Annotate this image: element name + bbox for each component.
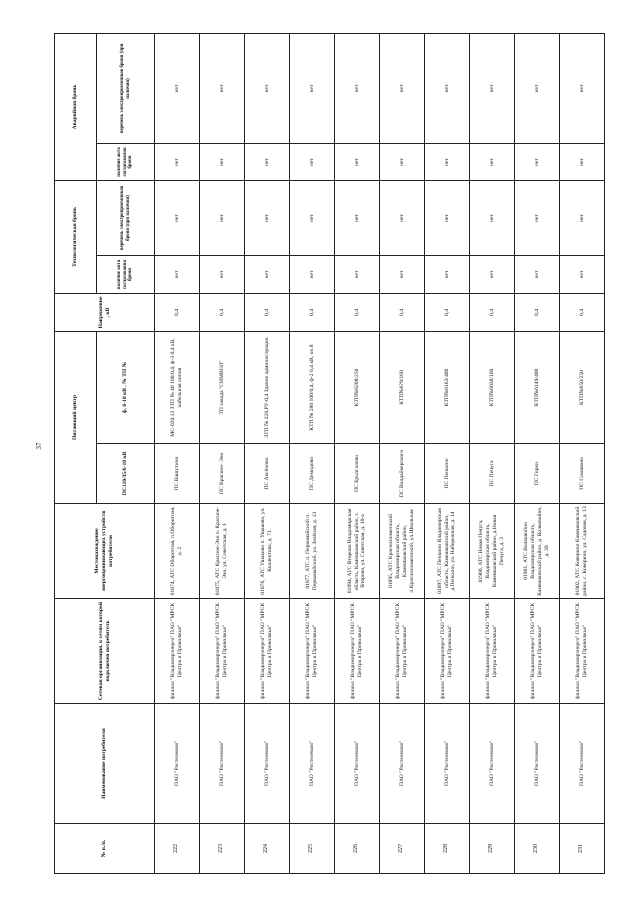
emerg-receivers-cell: нет [290, 33, 335, 143]
tech-receivers-cell: нет [515, 180, 560, 255]
table-row [470, 33, 515, 873]
tech-act-cell: нет [470, 255, 515, 293]
tech-act-cell: нет [155, 255, 200, 293]
emerg-receivers-cell: нет [560, 33, 605, 143]
location-cell: 01901, АТС Волковойно Владимирская область, Камешковский район, д. Волковойно, д. 39 [515, 504, 560, 599]
location-cell: 01902, АТС Коверино Камешковский район, с. Коверино, ул. Садовая, д. 13 [560, 504, 605, 599]
consumer-name-cell: ПАО "Ростелеком" [380, 704, 425, 824]
emerg-receivers-cell: нет [245, 33, 290, 143]
emerg-receivers-cell: нет [515, 33, 560, 143]
network-org-cell: филиал "Владимирэнерго" ПАО "МРСК Центра и Приволжья" [335, 599, 380, 704]
emerg-act-cell: нет [380, 143, 425, 180]
tech-receivers-cell: нет [290, 180, 335, 255]
table-row [380, 33, 425, 873]
emerg-act-cell: нет [470, 143, 515, 180]
table-row [200, 33, 245, 873]
tech-receivers-cell: нет [425, 180, 470, 255]
substation-cell: ПС Симаково [560, 444, 605, 504]
feeder-cell: КТП№6149/400 [515, 331, 560, 443]
emerg-act-cell: нет [290, 143, 335, 180]
header-network-org: Сетевая организация, к сетям которой подключен потребитель [55, 599, 155, 704]
feeder-cell: КТП№6208/250 [335, 331, 380, 443]
emerg-act-cell: нет [515, 143, 560, 180]
network-org-cell: филиал "Владимирэнерго" ПАО "МРСК Центра и Приволжья" [290, 599, 335, 704]
header-emerg-availability: наличие акта согласования брони [97, 143, 155, 180]
voltage-cell: 0,4 [380, 293, 425, 331]
row-number-cell: 226 [335, 824, 380, 874]
header-tech-reserve: Технологическая бронь [55, 180, 97, 293]
header-voltage: Напряжение, кВ [55, 293, 155, 331]
network-org-cell: филиал "Владимирэнерго" ПАО "МРСК Центра и Приволжья" [245, 599, 290, 704]
header-tech-availability: наличие акта согласования брони [97, 255, 155, 293]
tech-receivers-cell: нет [335, 180, 380, 255]
header-tech-receivers: перечень электроприемников брони (при наличии) [97, 180, 155, 255]
consumer-name-cell: ПАО "Ростелеком" [470, 704, 515, 824]
header-num: № п./п. [55, 824, 155, 874]
emerg-act-cell: нет [425, 143, 470, 180]
table-row [425, 33, 470, 873]
row-number-cell: 229 [470, 824, 515, 874]
tech-act-cell: нет [335, 255, 380, 293]
location-cell: 01897, АТС Пенкино Владимирская область, Камешковский район, д.Пенкино, ул. Набережная, д. 14 [425, 504, 470, 599]
feeder-cell: КТП№650/250 [560, 331, 605, 443]
consumer-name-cell: ПАО "Ростелеком" [245, 704, 290, 824]
tech-receivers-cell: нет [470, 180, 515, 255]
feeder-cell: КТП№6163/400 [425, 331, 470, 443]
voltage-cell: 0,4 [290, 293, 335, 331]
substation-cell: ПС Красное- Эхо [200, 444, 245, 504]
header-row-1 [55, 33, 97, 873]
header-consumer-name: Наименование потребителя [55, 704, 155, 824]
consumer-name-cell: ПАО "Ростелеком" [515, 704, 560, 824]
consumer-name-cell: ПАО "Ростелеком" [335, 704, 380, 824]
tech-act-cell: нет [515, 255, 560, 293]
table-body [155, 33, 605, 873]
table-row [155, 33, 200, 873]
feeder-cell: КТП № 280 100/0,4, ф-2 0,4 кВ, оп.8 [290, 331, 335, 443]
substation-cell: ПС Вашутино [155, 444, 200, 504]
consumer-name-cell: ПАО "Ростелеком" [425, 704, 470, 824]
tech-receivers-cell: нет [380, 180, 425, 255]
row-number-cell: 227 [380, 824, 425, 874]
tech-act-cell: нет [425, 255, 470, 293]
location-cell: 01874, АТС Оборотная, п.Оборотная, д. 2 [155, 504, 200, 599]
row-number-cell: 231 [560, 824, 605, 874]
emerg-act-cell: нет [200, 143, 245, 180]
substation-cell: ПС Брызгалово [335, 444, 380, 504]
page-number: 37 [35, 442, 43, 450]
row-number-cell: 224 [245, 824, 290, 874]
tech-act-cell: нет [200, 255, 245, 293]
table-row [335, 33, 380, 873]
header-feeder: ф. 6-10 кВ , № ТП № [97, 331, 155, 443]
feeder-cell: МС-020.13 ЗТП № 40 100/0,4, ф-3 0,4 кВ, кабельная линия [155, 331, 200, 443]
location-cell: 01895, АТС Краснознаменский Владимирская область, Камешковский район, п.Краснознаменский, ул.Школьная [380, 504, 425, 599]
row-number-cell: 230 [515, 824, 560, 874]
emerg-receivers-cell: нет [425, 33, 470, 143]
consumer-name-cell: ПАО "Ростелеком" [290, 704, 335, 824]
header-emerg-receivers: перечень электроприемников брони (при наличии) [97, 33, 155, 143]
emerg-receivers-cell: нет [335, 33, 380, 143]
emerg-receivers-cell: нет [155, 33, 200, 143]
emerg-receivers-cell: нет [380, 33, 425, 143]
voltage-cell: 0,4 [425, 293, 470, 331]
voltage-cell: 0,4 [515, 293, 560, 331]
row-number-cell: 228 [425, 824, 470, 874]
voltage-cell: 0,4 [470, 293, 515, 331]
network-org-cell: филиал "Владимирэнерго" ПАО "МРСК Центра и Приволжья" [470, 599, 515, 704]
feeder-cell: ТП завода "СИМВОЛ" [200, 331, 245, 443]
voltage-cell: 0,4 [245, 293, 290, 331]
location-cell: 01875, АТС Красное-Эхо п. Красное-Эхо, ул. Советская, д. 1 [200, 504, 245, 599]
network-org-cell: филиал "Владимирэнерго" ПАО "МРСК Центра и Приволжья" [200, 599, 245, 704]
tech-receivers-cell: нет [245, 180, 290, 255]
table-row [290, 33, 335, 873]
row-number-cell: 223 [200, 824, 245, 874]
consumer-name-cell: ПАО "Ростелеком" [560, 704, 605, 824]
header-supply-center: Питающий центр [55, 331, 97, 503]
substation-cell: ПС Пенкино [425, 444, 470, 504]
substation-cell: ПС Демидово [290, 444, 335, 504]
tech-receivers-cell: нет [200, 180, 245, 255]
row-number-cell: 222 [155, 824, 200, 874]
network-org-cell: филиал "Владимирэнерго" ПАО "МРСК Центра и Приволжья" [515, 599, 560, 704]
header-emergency-reserve: Аварийная бронь [55, 33, 97, 180]
emerg-receivers-cell: нет [200, 33, 245, 143]
emerg-receivers-cell: нет [470, 33, 515, 143]
consumer-name-cell: ПАО "Ростелеком" [155, 704, 200, 824]
table-row [560, 33, 605, 873]
location-cell: 01894, АТС Второво Владимирская область, Камешковский район, с. Второво, ул. Советская, д. 10-а [335, 504, 380, 599]
feeder-cell: ЗТП № 220,РУ-0,4 Здание администрации [245, 331, 290, 443]
reserve-table-sheet [54, 34, 604, 874]
substation-cell: ПС Печуга [470, 444, 515, 504]
voltage-cell: 0,4 [155, 293, 200, 331]
tech-act-cell: нет [245, 255, 290, 293]
emerg-act-cell: нет [155, 143, 200, 180]
substation-cell: ПС Горки [515, 444, 560, 504]
tech-receivers-cell: нет [560, 180, 605, 255]
reserve-table [54, 33, 605, 874]
network-org-cell: филиал "Владимирэнерго" ПАО "МРСК Центра и Приволжья" [425, 599, 470, 704]
voltage-cell: 0,4 [200, 293, 245, 331]
network-org-cell: филиал "Владимирэнерго" ПАО "МРСК Центра и Приволжья" [560, 599, 605, 704]
emerg-act-cell: нет [245, 143, 290, 180]
tech-act-cell: нет [380, 255, 425, 293]
tech-act-cell: нет [560, 255, 605, 293]
location-cell: 01877, АТС п. Первомайский п. Первомайский, ул. Зелёная, д. 13 [290, 504, 335, 599]
feeder-cell: КТП№6?9/160 [380, 331, 425, 443]
emerg-act-cell: нет [335, 143, 380, 180]
location-cell: 01900, АТС Новая Печуга, Владимирская область, Камешковский район, д.Новая Печуга, д. 3 [470, 504, 515, 599]
voltage-cell: 0,4 [560, 293, 605, 331]
consumer-name-cell: ПАО "Ростелеком" [200, 704, 245, 824]
header-location: Местонахождение энергопринимающих устройств потребителя [55, 504, 155, 599]
header-ps: ПС110/35/6-10 кВ [97, 444, 155, 504]
substation-cell: ПС Аксёново [245, 444, 290, 504]
voltage-cell: 0,4 [335, 293, 380, 331]
emerg-act-cell: нет [560, 143, 605, 180]
substation-cell: ПС Волдайкерского [380, 444, 425, 504]
feeder-cell: КТП№6038/160 [470, 331, 515, 443]
tech-receivers-cell: нет [155, 180, 200, 255]
tech-act-cell: нет [290, 255, 335, 293]
row-number-cell: 225 [290, 824, 335, 874]
network-org-cell: филиал "Владимирэнерго" ПАО "МРСК Центра и Приволжья" [155, 599, 200, 704]
table-row [245, 33, 290, 873]
network-org-cell: филиал "Владимирэнерго" ПАО "МРСК Центра и Приволжья" [380, 599, 425, 704]
table-row [515, 33, 560, 873]
location-cell: 01876, АТС Ушаково п. Ушаково, ул. Коллектива, д. 71 [245, 504, 290, 599]
